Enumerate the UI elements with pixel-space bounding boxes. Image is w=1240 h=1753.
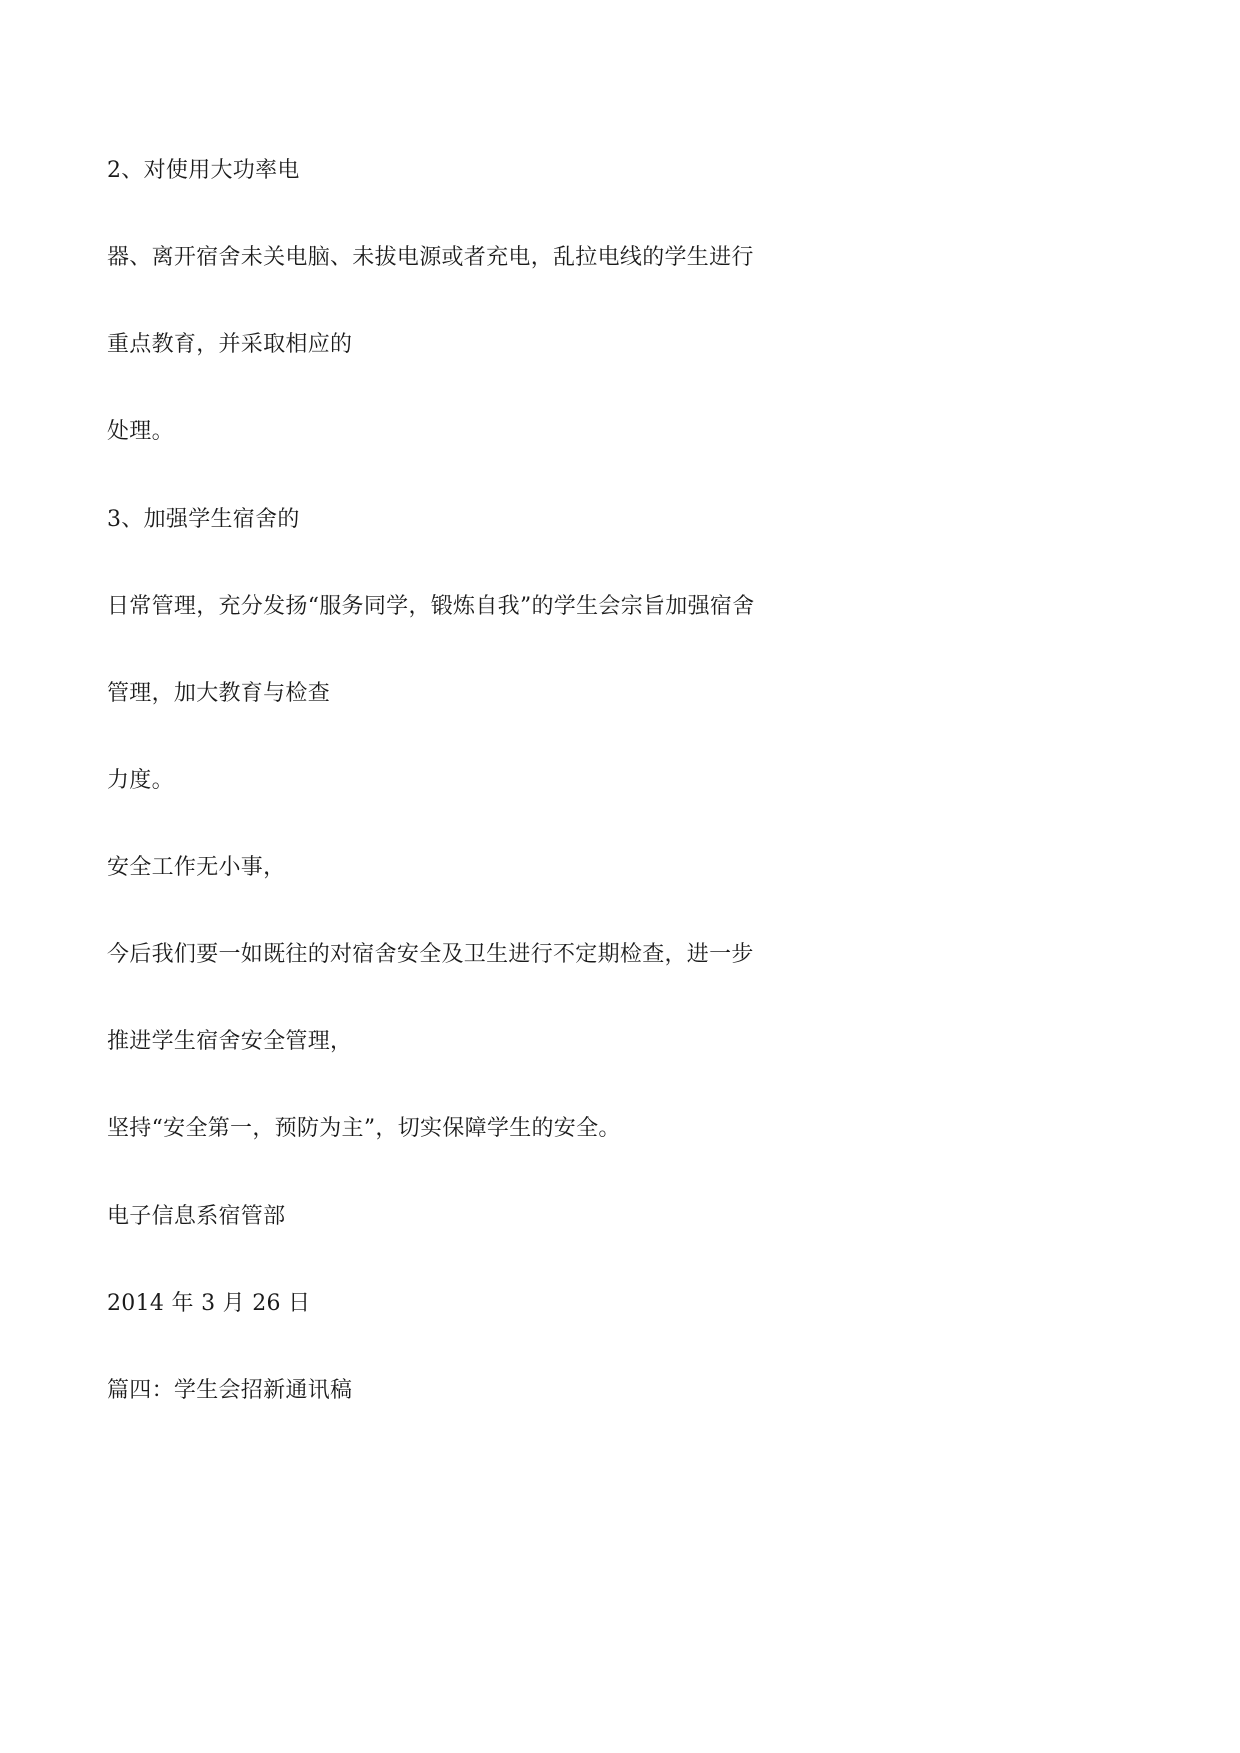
paragraph-item-2-continuation: 器、离开宿舍未关电脑、未拔电源或者充电，乱拉电线的学生进行 [107, 245, 754, 271]
document-body [107, 127, 1127, 1434]
signature-date: 2014 年 3 月 26 日 [107, 1290, 311, 1316]
closing-paragraph-line: 今后我们要一如既往的对宿舍安全及卫生进行不定期检查，进一步 [107, 942, 754, 968]
closing-paragraph-line: 坚持“安全第一，预防为主”，切实保障学生的安全。 [107, 1116, 621, 1142]
closing-paragraph-line: 安全工作无小事， [107, 855, 286, 880]
paragraph-item-2-line: 2、对使用大功率电 [107, 158, 300, 183]
paragraph-item-3-line: 3、加强学生宿舍的 [107, 506, 300, 532]
paragraph-item-2-continuation: 处理。 [107, 419, 174, 445]
signature-department: 电子信息系宿管部 [107, 1203, 286, 1229]
paragraph-item-3-continuation: 日常管理，充分发扬“服务同学，锻炼自我”的学生会宗旨加强宿舍 [107, 593, 755, 619]
paragraph-item-3-continuation: 力度。 [107, 767, 174, 793]
paragraph-item-2-continuation: 重点教育，并采取相应的 [107, 332, 353, 358]
paragraph-item-3-continuation: 管理，加大教育与检查 [107, 680, 331, 706]
closing-paragraph-line: 推进学生宿舍安全管理， [107, 1029, 353, 1055]
section-heading: 篇四：学生会招新通讯稿 [107, 1377, 353, 1403]
